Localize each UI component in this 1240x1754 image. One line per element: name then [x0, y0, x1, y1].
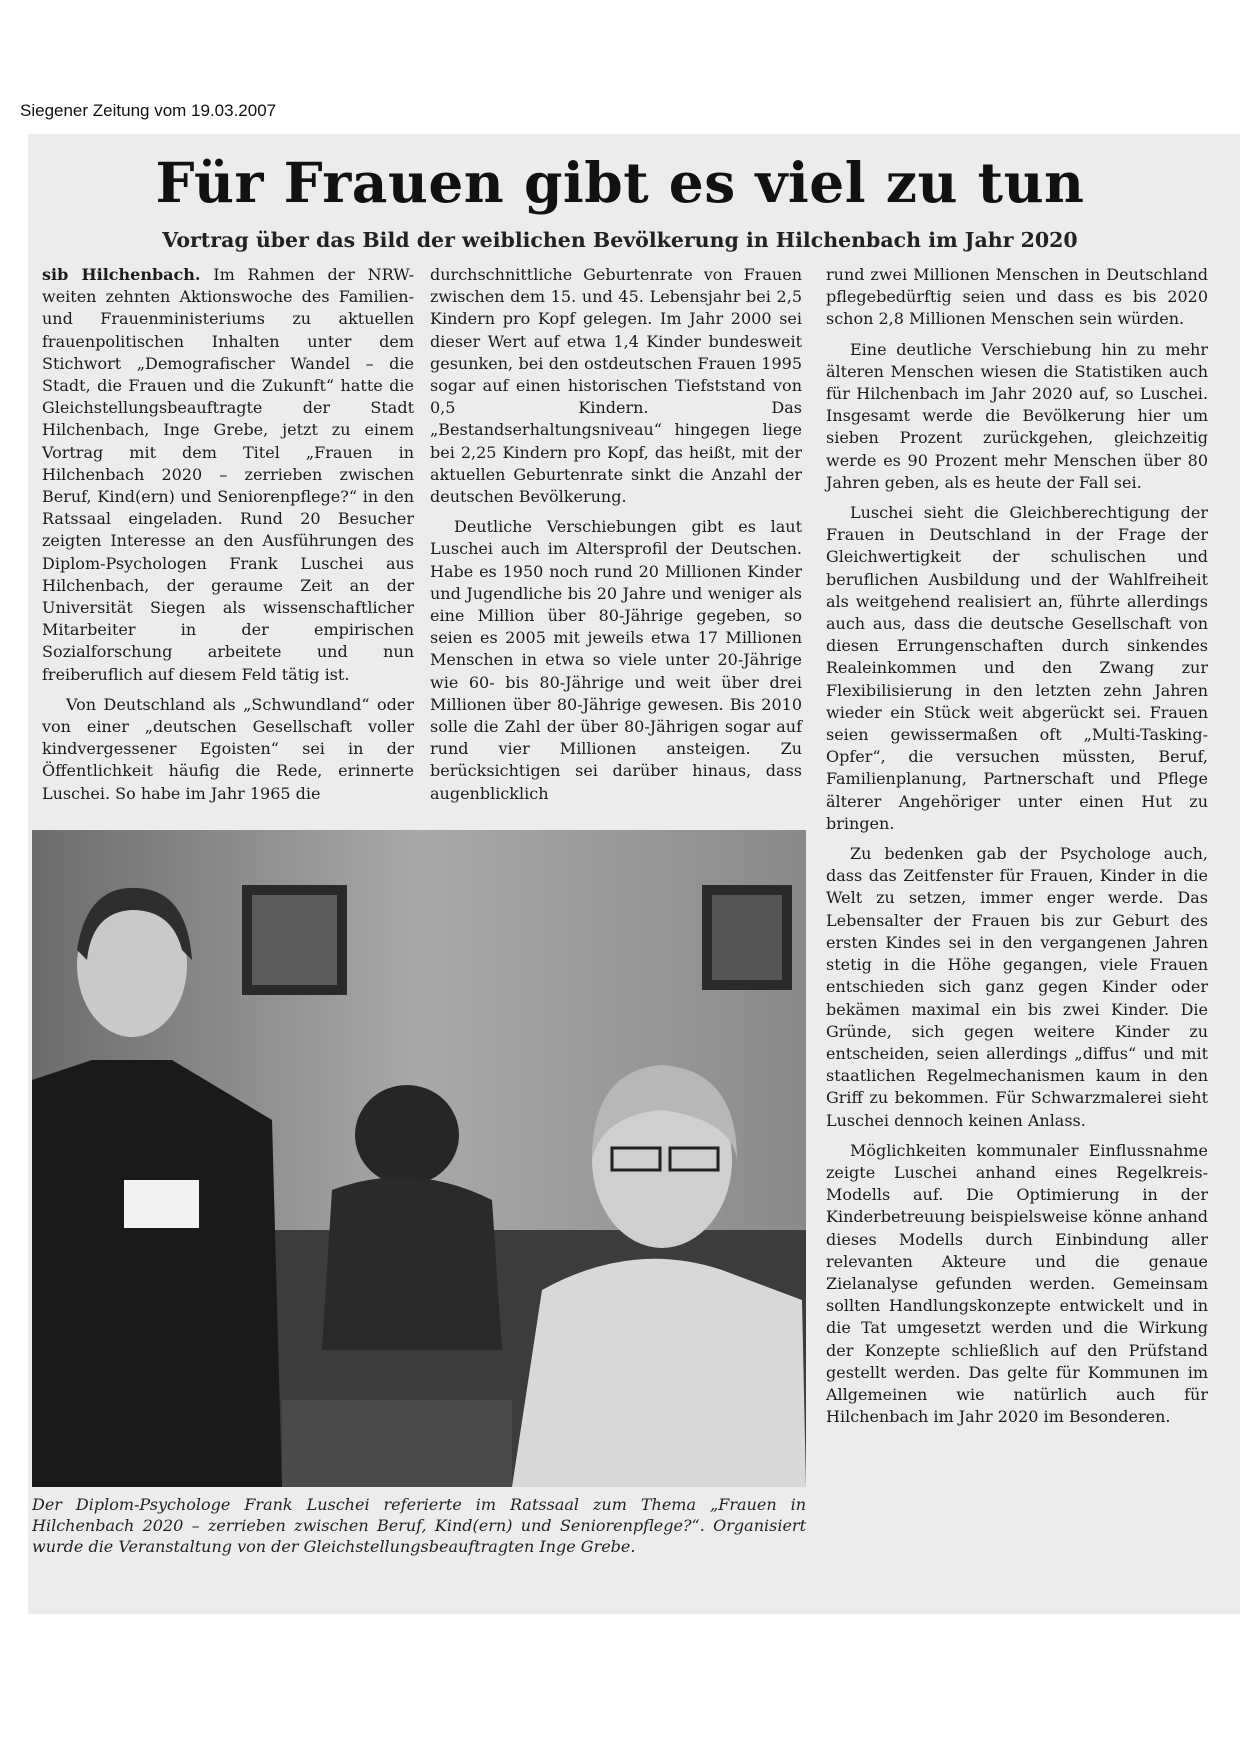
- paragraph: Luschei sieht die Gleichberechtigung der Frauen in Deutschland in der Frage der Gleichwertigkeit der schulischen und beruflichen Ausbildung und der Wahlfreiheit als weitgehend realisiert an, führte allerdings auch aus, dass die deutsche Gesellschaft von diesen Errungenschaften durch sinkendes Realeinkommen und den Zwang zur Flexibilisierung in den letzten zehn Jahren wieder ein Stück weit abgerückt sei. Frauen seien gewissermaßen oft „Multi-Tasking-Opfer“, die versuchen müssten, Beruf, Familienplanung, Partnerschaft und Pflege älterer Angehöriger unter einen Hut zu bringen.: [826, 503, 1208, 833]
- woman-figure: [512, 1259, 806, 1487]
- paragraph: Deutliche Verschiebungen gibt es laut Luschei auch im Altersprofil der Deutschen. Habe es 1950 noch rund 20 Millionen Kinder und Jugendliche bis 20 Jahre und weniger als eine Million über 80-Jährige gegeben, so seien es 2005 mit jeweils etwa 17 Millionen Menschen in etwa so viele unter 20-Jährige wie 60- bis 80-Jährige und weit über drei Millionen über 80-Jährige gewesen. Bis 2010 solle die Zahl der über 80-Jährigen sogar auf rund vier Millionen ansteigen. Zu berücksichtigen sei darüber hinaus, dass augenblicklich: [430, 517, 802, 803]
- article-column-1: [42, 264, 414, 813]
- article-column-2: [430, 264, 802, 813]
- paragraph: Zu bedenken gab der Psychologe auch, dass das Zeitfenster für Frauen, Kinder in die Welt zu setzen, immer enger werde. Das Lebensalter der Frauen bis zur Geburt des ersten Kindes sei in den vergangenen Jahren stetig in die Höhe gegangen, viele Frauen entschieden sich ganz gegen Kinder oder bekämen maximal ein bis zwei Kinder. Die Gründe, sich gegen weitere Kinder zu entscheiden, seien allerdings „diffus“ und mit staatlichen Regelmechanismen kaum in den Griff zu bekommen. Für Schwarzmalerei sieht Luschei dennoch keinen Anlass.: [826, 844, 1208, 1130]
- name-tag: [124, 1180, 199, 1228]
- paragraph: [42, 264, 414, 686]
- paragraph: Von Deutschland als „Schwundland“ oder von einer „deutschen Gesellschaft voller kindvergessener Egoisten“ sei in der Öffentlichkeit häufig die Rede, erinnerte Luschei. So habe im Jahr 1965 die: [42, 694, 414, 803]
- paragraph: Möglichkeiten kommunaler Einflussnahme zeigte Luschei anhand eines Regelkreis-Modells auf. Die Optimierung in der Kinderbetreuung beispielsweise könne anhand dieses Modells durch Einbindung aller relevanten Akteure und die genaue Zielanalyse gefunden werden. Gemeinsam sollten Handlungskonzepte entwickelt und in die Tat umgesetzt werden und die Wirkung der Konzepte schließlich auf den Prüfstand gestellt werden. Das gelte für Kommunen im Allgemeinen wie natürlich auch für Hilchenbach im Jahr 2020 im Besonderen.: [826, 1140, 1208, 1427]
- paragraph: rund zwei Millionen Menschen in Deutschland pflegebedürftig seien und dass es bis 2020 schon 2,8 Millionen Menschen sein würden.: [826, 265, 1208, 329]
- article-column-3: [826, 264, 1208, 1436]
- article-photo: [32, 830, 806, 1487]
- photo-illustration: [32, 830, 806, 1487]
- paragraph: durchschnittliche Geburtenrate von Frauen zwischen dem 15. und 45. Lebensjahr bei 2,5 Kindern pro Kopf gelegen. Im Jahr 2000 sei dieser Wert auf etwa 1,4 Kinder bundesweit gesunken, bei den ostdeutschen Frauen 1995 sogar auf einen historischen Tiefststand von 0,5 Kindern. Das „Bestandserhaltungsniveau“ hingegen liege bei 2,25 Kindern pro Kopf, das heißt, mit der aktuellen Geburtenrate sinkt die Anzahl der deutschen Bevölkerung.: [430, 265, 802, 507]
- man-figure: [32, 1060, 282, 1487]
- subheadline: Vortrag über das Bild der weiblichen Bevölkerung in Hilchenbach im Jahr 2020: [162, 228, 1078, 252]
- paragraph: Eine deutliche Verschiebung hin zu mehr älteren Menschen wiesen die Statistiken auch für Hilchenbach im Jahr 2020 auf, so Luschei. Insgesamt werde die Bevölkerung hier um sieben Prozent zurückgehen, gleichzeitig werde es 90 Prozent mehr Menschen über 80 Jahren geben, als es heute der Fall sei.: [826, 339, 1208, 492]
- headline: Für Frauen gibt es viel zu tun: [155, 150, 1085, 215]
- paragraph-text: Im Rahmen der NRW-weiten zehnten Aktionswoche des Familien- und Frauenministeriums zu aktuellen frauenpolitischen Inhalten unter dem Stichwort „Demografischer Wandel – die Stadt, die Frauen und die Zukunft“ hatte die Gleichstellungsbeauftragte der Stadt Hilchenbach, Inge Grebe, jetzt zu einem Vortrag mit dem Titel „Frauen in Hilchenbach 2020 – zerrieben zwischen Beruf, Kind(ern) und Seniorenpflege?“ in den Ratssaal eingeladen. Rund 20 Besucher zeigten Interesse an den Ausführungen des Diplom-Psychologen Frank Luschei aus Hilchenbach, der geraume Zeit an der Universität Siegen als wissenschaftlicher Mitarbeiter in der empirischen Sozialforschung arbeitete und nun freiberuflich auf diesem Feld tätig ist.: [42, 265, 414, 684]
- source-line: Siegener Zeitung vom 19.03.2007: [20, 101, 277, 120]
- photo-caption: Der Diplom-Psychologe Frank Luschei referierte im Ratssaal zum Thema „Frauen in Hilchenbach 2020 – zerrieben zwischen Beruf, Kind(ern) und Seniorenpflege?“. Organisiert wurde die Veranstaltung von der Gleichstellungsbeauftragten Inge Grebe.: [32, 1495, 806, 1556]
- dateline: sib Hilchenbach.: [42, 265, 201, 284]
